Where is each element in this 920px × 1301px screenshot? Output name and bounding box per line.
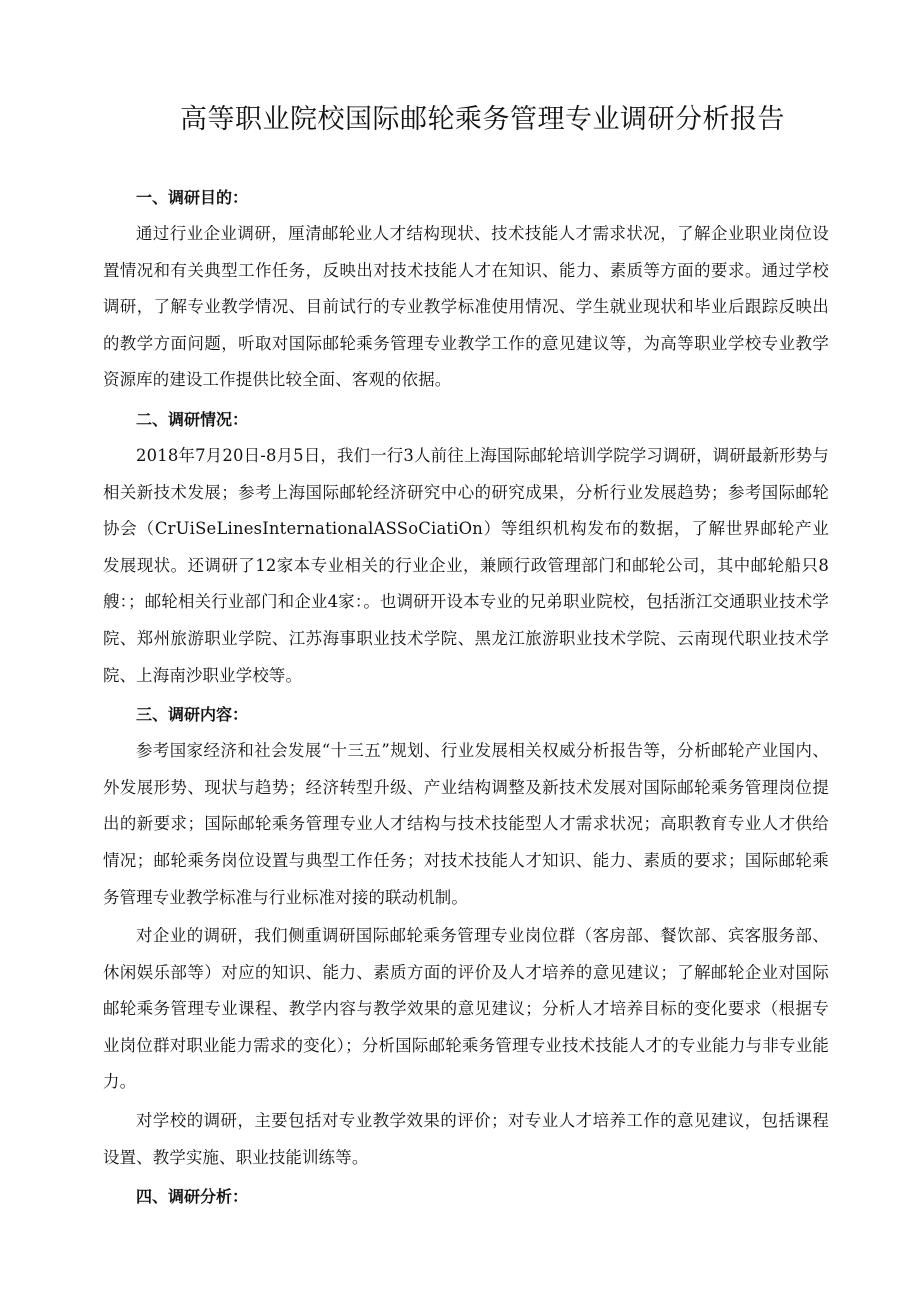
paragraph: 通过行业企业调研，厘清邮轮业人才结构现状、技术技能人才需求状况，了解企业职业岗位设置情况和有关典型工作任务，反映出对技术技能人才在知识、能力、素质等方面的要求。通过学校调研，了解专业教学情况、目前试行的专业教学标准使用情况、学生就业现状和毕业后跟踪反映出的教学方面问题，听取对国际邮轮乘务管理专业教学工作的意见建议等，为高等职业学校专业教学资源库的建设工作提供比较全面、客观的依据。 xyxy=(103,224,829,390)
section-heading: 二、调研情况： xyxy=(136,409,249,429)
section-heading: 四、调研分析： xyxy=(136,1187,249,1207)
section-heading: 三、调研内容： xyxy=(136,705,249,725)
document-body xyxy=(103,180,829,1215)
section-content xyxy=(103,697,829,1176)
section-situation xyxy=(103,402,829,694)
paragraph: 对企业的调研，我们侧重调研国际邮轮乘务管理专业岗位群（客房部、餐饮部、宾客服务部、休闲娱乐部等）对应的知识、能力、素质方面的评价及人才培养的意见建议；了解邮轮企业对国际邮轮乘务管理专业课程、教学内容与教学效果的意见建议；分析人才培养目标的变化要求（根据专业岗位群对职业能力需求的变化）；分析国际邮轮乘务管理专业技术技能人才的专业能力与非专业能力。 xyxy=(103,926,829,1092)
paragraph: 参考国家经济和社会发展“十三五”规划、行业发展相关权威分析报告等，分析邮轮产业国内、外发展形势、现状与趋势；经济转型升级、产业结构调整及新技术发展对国际邮轮乘务管理岗位提出的新要求；国际邮轮乘务管理专业人才结构与技术技能型人才需求状况；高职教育专业人才供给情况；邮轮乘务岗位设置与典型工作任务；对技术技能人才知识、能力、素质的要求；国际邮轮乘务管理专业教学标准与行业标准对接的联动机制。 xyxy=(103,741,829,907)
document-title: 高等职业院校国际邮轮乘务管理专业调研分析报告 xyxy=(180,104,785,135)
section-heading: 一、调研目的： xyxy=(136,188,249,207)
paragraph: 2018年7月20日-8月5日，我们一行3人前往上海国际邮轮培训学院学习调研，调研最新形势与相关新技术发展；参考上海国际邮轮经济研究中心的研究成果，分析行业发展趋势；参考国际邮轮协会（CrUiSeLinesInternationalASSoCiatiOn）等组织机构发布的数据，了解世界邮轮产业发展现状。还调研了12家本专业相关的行业企业，兼顾行政管理部门和邮轮公司，其中邮轮船只8艘：；邮轮相关行业部门和企业4家：。也调研开设本专业的兄弟职业院校，包括浙江交通职业技术学院、郑州旅游职业学院、江苏海事职业技术学院、黑龙江旅游职业技术学院、云南现代职业技术学院、上海南沙职业学校等。 xyxy=(103,445,829,685)
section-purpose xyxy=(103,180,829,399)
paragraph: 对学校的调研，主要包括对专业教学效果的评价；对专业人才培养工作的意见建议，包括课程设置、教学实施、职业技能训练等。 xyxy=(103,1111,829,1167)
section-analysis xyxy=(103,1179,829,1215)
